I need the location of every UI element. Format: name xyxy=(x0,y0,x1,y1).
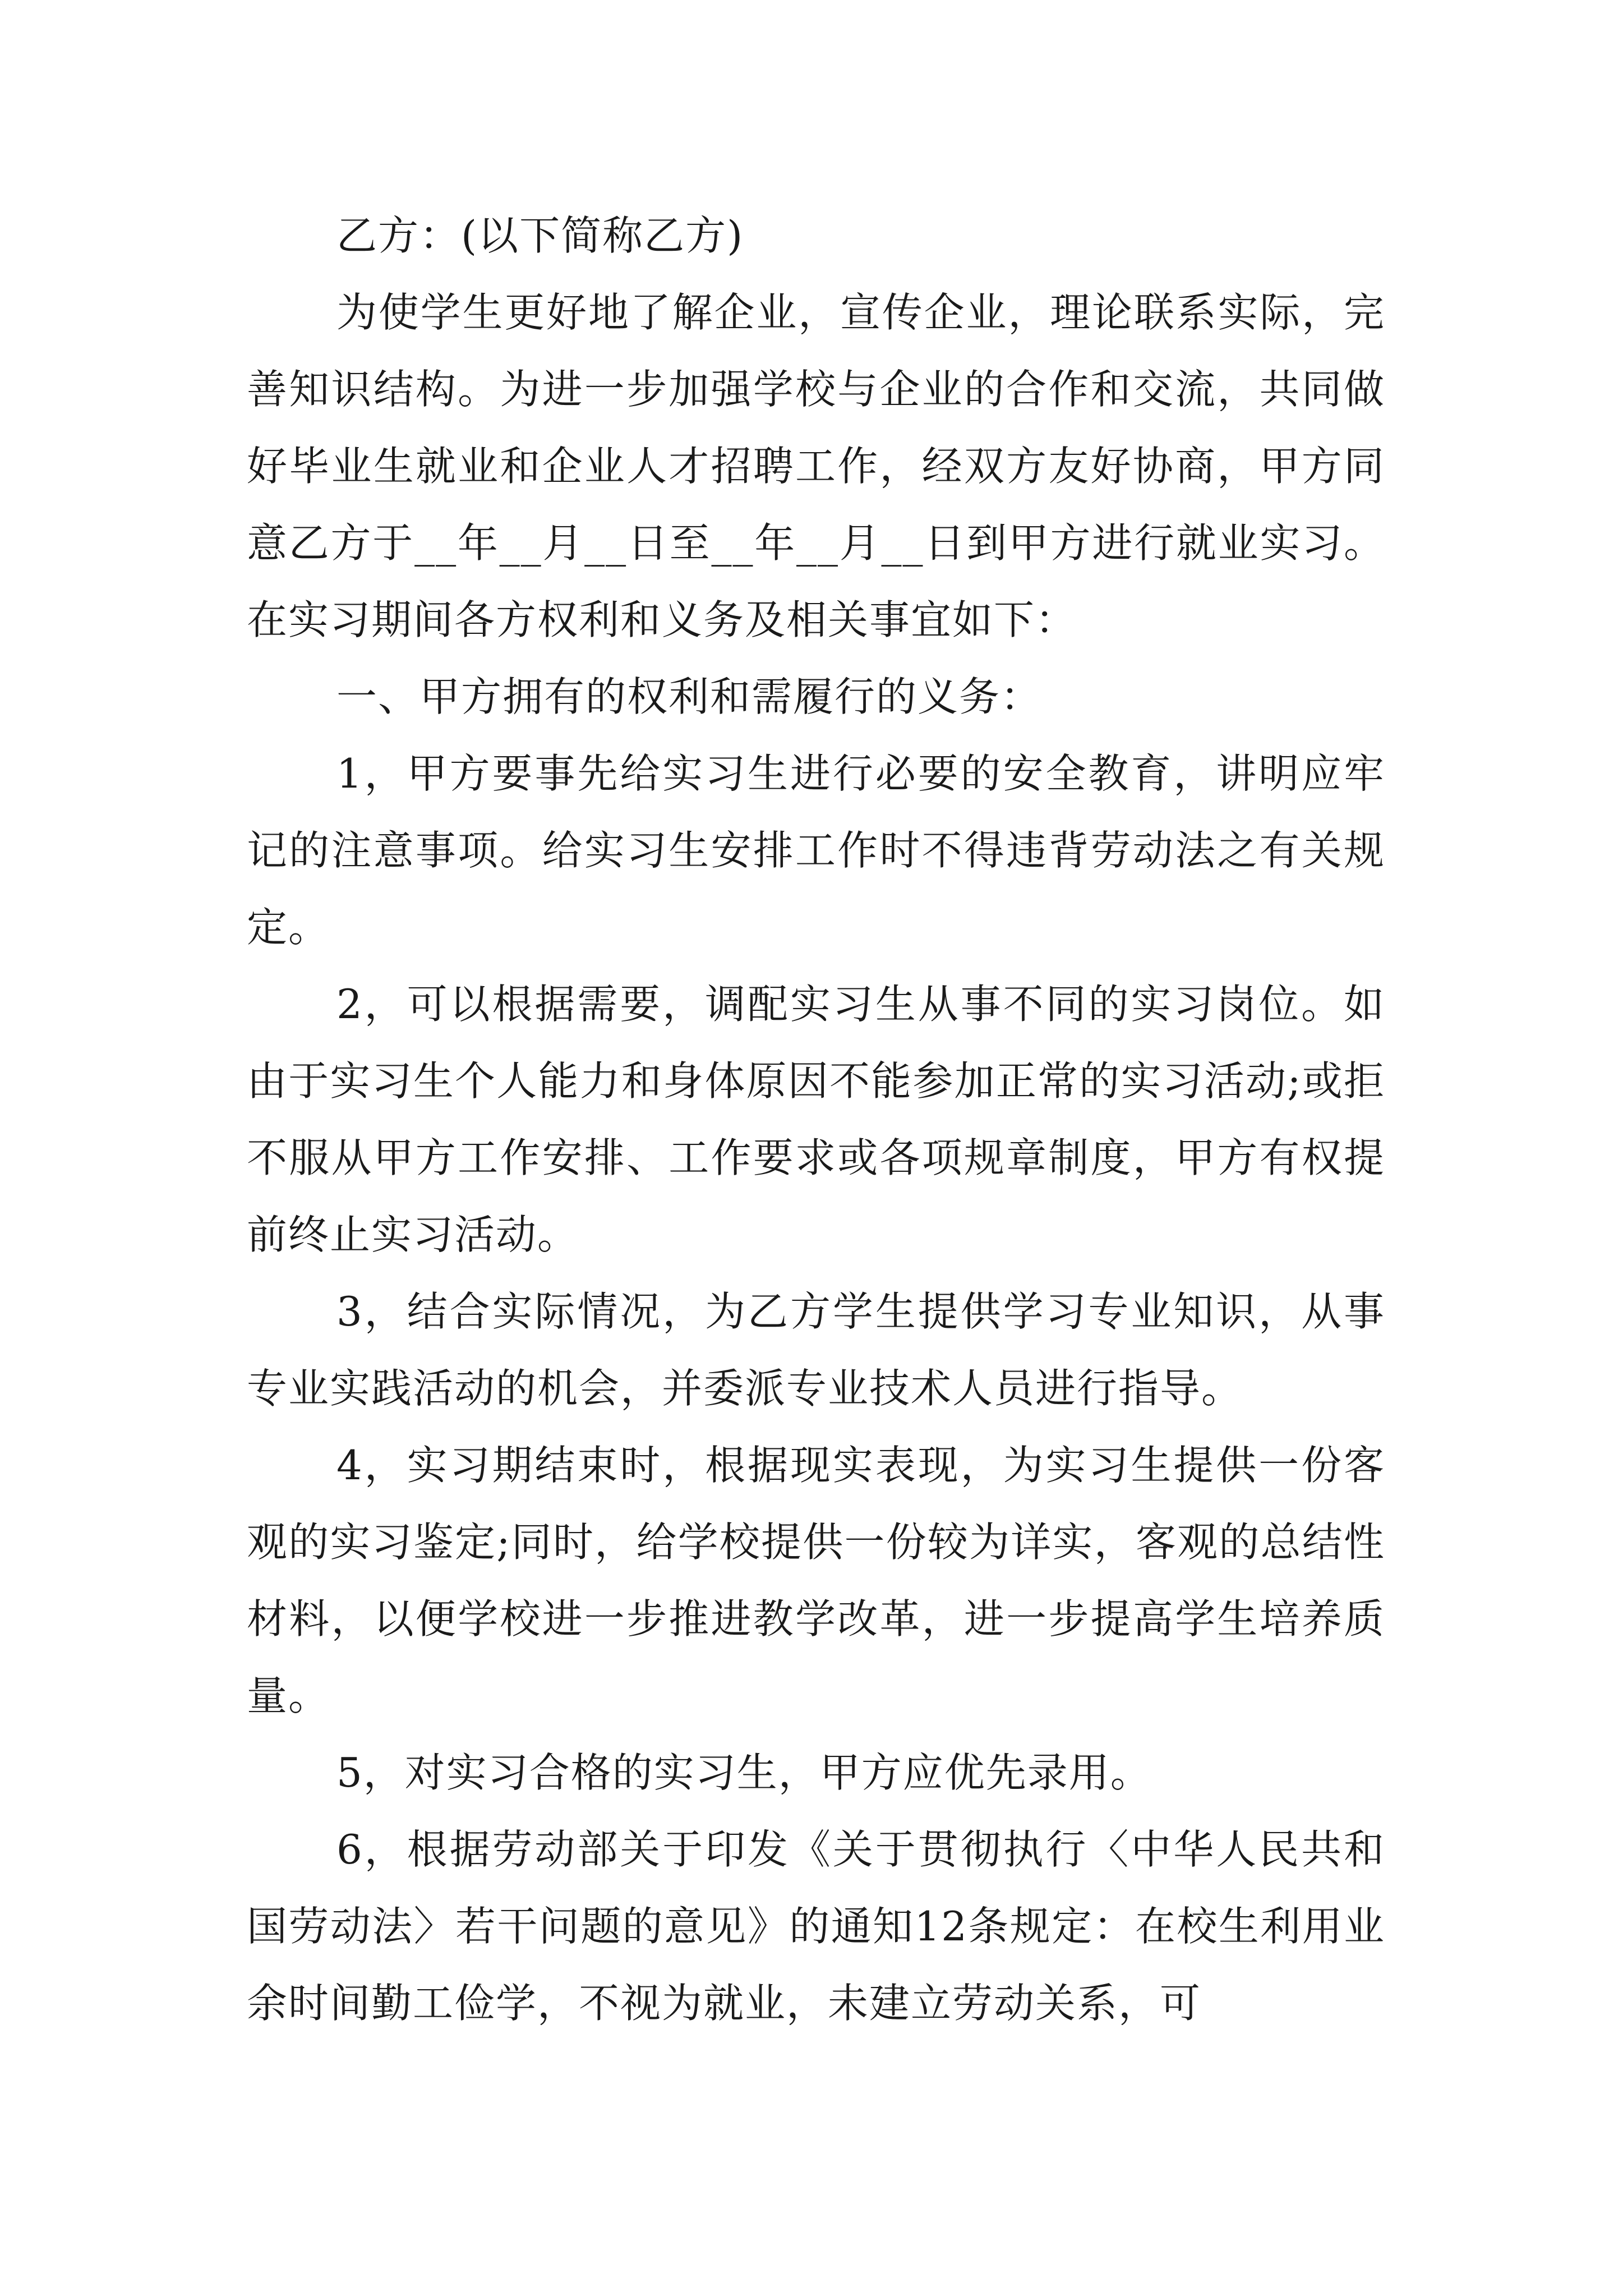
clause-1: 1，甲方要事先给实习生进行必要的安全教育，讲明应牢记的注意事项。给实习生安排工作时不得违背劳动法之有关规定。 xyxy=(247,750,1385,951)
clause-6: 6，根据劳动部关于印发《关于贯彻执行〈中华人民共和国劳动法〉若干问题的意见》的通知12条规定：在校生利用业余时间勤工俭学，不视为就业，未建立劳动关系，可 xyxy=(247,1826,1385,2027)
clause-3: 3，结合实际情况，为乙方学生提供学习专业知识，从事专业实践活动的机会，并委派专业技术人员进行指导。 xyxy=(247,1288,1385,1412)
intro-paragraph: 为使学生更好地了解企业，宣传企业，理论联系实际，完善知识结构。为进一步加强学校与企业的合作和交流，共同做好毕业生就业和企业人才招聘工作，经双方友好协商，甲方同意乙方于__年__月__日至__年__月__日到甲方进行就业实习。在实习期间各方权利和义务及相关事宜如下： xyxy=(247,289,1385,643)
clause-4: 4，实习期结束时，根据现实表现，为实习生提供一份客观的实习鉴定;同时，给学校提供一份较为详实，客观的总结性材料，以便学校进一步推进教学改革，进一步提高学生培养质量。 xyxy=(247,1442,1385,1719)
clause-2: 2，可以根据需要，调配实习生从事不同的实习岗位。如由于实习生个人能力和身体原因不能参加正常的实习活动;或拒不服从甲方工作安排、工作要求或各项规章制度，甲方有权提前终止实习活动。 xyxy=(247,981,1385,1258)
party-b-line: 乙方：(以下简称乙方) xyxy=(336,212,744,259)
clause-5: 5，对实习合格的实习生，甲方应优先录用。 xyxy=(336,1749,1152,1796)
document-body xyxy=(247,197,1385,2042)
section-heading-party-a: 一、甲方拥有的权利和需履行的义务： xyxy=(336,673,1043,720)
